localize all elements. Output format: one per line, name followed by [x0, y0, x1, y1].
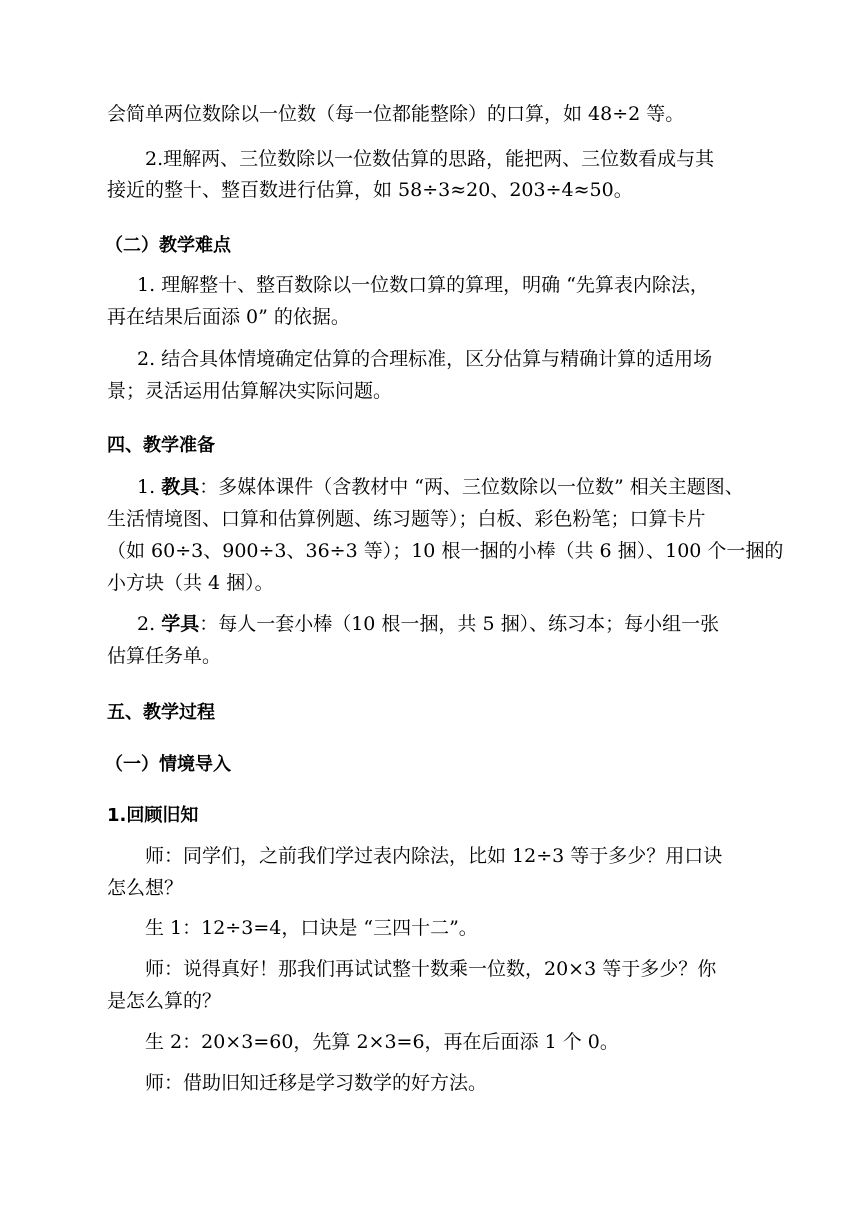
item-text: ：多媒体课件（含教材中 “两、三位数除以一位数” 相关主题图、 — [199, 476, 744, 498]
paragraph-line: 怎么想？ — [107, 877, 184, 899]
subsection-heading-review: 1.回顾旧知 — [107, 805, 199, 826]
paragraph-line: 生活情境图、口算和估算例题、练习题等）；白板、彩色粉笔；口算卡片 — [107, 508, 706, 530]
paragraph-line: 生 1：12÷3=4，口诀是 “三四十二”。 — [145, 917, 478, 939]
paragraph-line: 2.理解两、三位数除以一位数估算的思路，能把两、三位数看成与其 — [145, 148, 715, 170]
item-text: ：每人一套小棒（10 根一捆，共 5 捆）、练习本；每小组一张 — [199, 613, 720, 635]
paragraph-line: 接近的整十、整百数进行估算，如 58÷3≈20、203÷4≈50。 — [107, 179, 633, 201]
paragraph-line: 景；灵活运用估算解决实际问题。 — [107, 380, 393, 402]
section-heading-process: 五、教学过程 — [107, 702, 215, 723]
paragraph-line: 师：同学们，之前我们学过表内除法，比如 12÷3 等于多少？用口诀 — [145, 845, 723, 867]
paragraph-line: 再在结果后面添 0” 的依据。 — [107, 306, 350, 328]
paragraph-line: 估算任务单。 — [107, 645, 222, 667]
paragraph-line: 师：借助旧知迁移是学习数学的好方法。 — [145, 1072, 488, 1094]
paragraph-line: （如 60÷3、900÷3、36÷3 等）；10 根一捆的小棒（共 6 捆）、100 个一捆的 — [107, 540, 784, 562]
paragraph-line: 1. 理解整十、整百数除以一位数口算的算理，明确 “先算表内除法， — [137, 274, 709, 296]
item-number: 2. — [137, 613, 156, 635]
paragraph-line: 2. 结合具体情境确定估算的合理标准，区分估算与精确计算的适用场 — [137, 348, 713, 370]
paragraph-line — [137, 474, 757, 500]
paragraph-line: 生 2：20×3=60，先算 2×3=6，再在后面添 1 个 0。 — [145, 1031, 619, 1053]
item-number: 1. — [137, 476, 156, 498]
section-heading-intro: （一）情境导入 — [105, 754, 231, 775]
paragraph-line — [137, 611, 757, 637]
section-heading-difficulty: （二）教学难点 — [105, 235, 231, 256]
paragraph-line: 会简单两位数除以一位数（每一位都能整除）的口算，如 48÷2 等。 — [107, 103, 685, 125]
paragraph-line: 师：说得真好！那我们再试试整十数乘一位数，20×3 等于多少？你 — [145, 958, 717, 980]
section-heading-preparation: 四、教学准备 — [107, 435, 215, 456]
paragraph-line: 小方块（共 4 捆）。 — [107, 572, 274, 594]
item-label-teaching-aids: 教具 — [161, 476, 200, 498]
item-label-learning-aids: 学具 — [161, 613, 200, 635]
paragraph-line: 是怎么算的？ — [107, 990, 222, 1012]
